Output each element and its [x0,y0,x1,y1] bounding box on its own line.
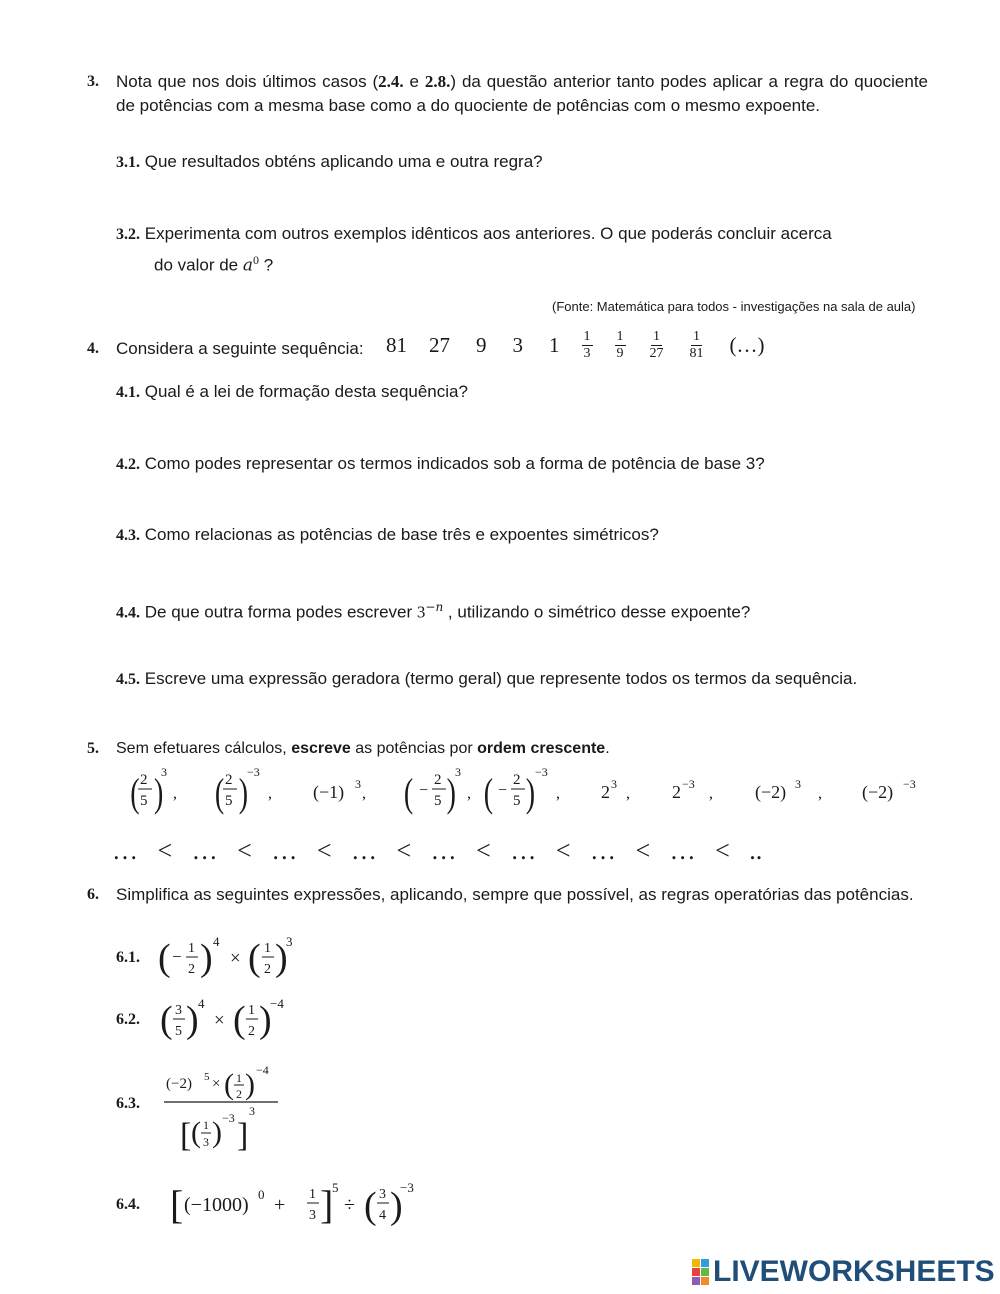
q6-number: 6. [87,886,99,903]
svg-text:,: , [268,785,272,802]
q6-2-number: 6.2. [116,1011,140,1028]
svg-text:]: ] [237,1117,249,1154]
svg-text:2: 2 [513,772,521,788]
seq-term-2: 27 [429,333,450,357]
svg-text:2: 2 [264,962,271,977]
q4-1-text: Qual é a lei de formação desta sequência? [144,382,468,401]
q4-intro: Considera a seguinte sequência: [116,339,364,358]
q3-2 [116,222,832,247]
power-3 [313,777,366,803]
svg-text:): ) [238,771,249,816]
svg-text:[: [ [170,1182,184,1227]
source-note: (Fonte: Matemática para todos - investigações na sala de aula) [552,299,916,314]
svg-text:): ) [275,937,288,979]
svg-text:(−2): (−2) [166,1076,192,1092]
q6-text: Simplifica as seguintes expressões, aplicando, sempre que possível, as regras operatórias das potências. [116,885,914,904]
svg-text:5: 5 [332,1180,339,1195]
svg-text:1: 1 [188,941,195,956]
svg-text:(: ( [483,771,494,816]
svg-text:(: ( [403,771,414,816]
svg-text:3: 3 [455,765,461,779]
svg-text:2: 2 [225,772,233,788]
svg-text:): ) [154,771,164,816]
svg-text:3: 3 [611,777,617,791]
svg-text:4: 4 [198,996,205,1011]
svg-text:(: ( [233,999,246,1041]
power-9 [862,777,916,803]
q5-number: 5. [87,740,99,757]
svg-text:÷: ÷ [344,1194,355,1216]
svg-text:): ) [245,1068,255,1101]
svg-text:(: ( [191,1116,201,1149]
svg-text:5: 5 [204,1071,210,1083]
q4-1: 4.1. Qual é a lei de formação desta sequência? [116,382,468,401]
svg-text:5: 5 [175,1024,182,1039]
svg-text:−: − [172,947,182,966]
q3-ref-1: 2.4. [378,72,404,91]
svg-text:): ) [186,999,199,1041]
q6-4-expression [170,1172,430,1232]
svg-text:(−2): (−2) [755,782,787,802]
svg-text:2: 2 [236,1087,242,1101]
q3-2-math-a: a [242,255,253,276]
q5-text: Sem efetuares cálculos, escreve as potências por ordem crescente. [116,740,610,757]
svg-text:1: 1 [248,1003,255,1018]
svg-text:×: × [212,1076,221,1092]
seq-term-3: 9 [476,333,487,357]
q4-sequence [386,329,765,362]
q3-1 [116,150,543,175]
q4-4: 4.4. De que outra forma podes escrever $3^{-n}$ , utilizando o simétrico desse expoente? [116,600,751,622]
svg-text:×: × [230,948,241,969]
svg-text:−: − [419,782,429,799]
q4-3-text: Como relacionas as potências de base três e expoentes simétricos? [144,525,659,544]
svg-text:3: 3 [161,765,167,779]
svg-text:0: 0 [258,1187,265,1202]
svg-text:(: ( [130,771,140,816]
svg-text:): ) [525,771,536,816]
power-5 [484,765,560,815]
svg-text:2: 2 [434,772,442,788]
svg-text:(−1): (−1) [313,782,345,802]
svg-text:,: , [818,785,822,802]
svg-text:5: 5 [513,793,521,809]
q3-1-text: Que resultados obténs aplicando uma e outra regra? [144,152,543,171]
q5-powers [0,760,1000,820]
svg-text:+: + [274,1194,286,1216]
q6-1-expression [158,928,318,984]
seq-frac-4: $\frac{1}{81}$ [689,329,704,361]
svg-text:(: ( [214,771,225,816]
svg-text:(: ( [158,937,171,979]
q3-1-number: 3.1. [116,154,140,171]
svg-text:5: 5 [140,793,148,809]
svg-text:(: ( [364,1185,377,1227]
svg-text:−4: −4 [270,996,284,1011]
svg-text:1: 1 [309,1187,316,1202]
svg-text:3: 3 [175,1003,182,1018]
q4-4-text: De que outra forma podes escrever [144,602,413,622]
svg-text:): ) [259,999,272,1041]
svg-text:): ) [200,937,213,979]
svg-text:×: × [214,1010,225,1031]
seq-ellipsis: (…) [729,333,765,357]
svg-text:1: 1 [203,1118,209,1132]
power-2 [215,765,272,815]
svg-text:): ) [390,1185,403,1227]
svg-text:−3: −3 [222,1111,235,1125]
svg-text:5: 5 [434,793,442,809]
liveworksheets-logo[interactable] [692,1255,995,1289]
q4-2-text: Como podes representar os termos indicados sob a forma de potência de base 3? [144,454,765,473]
svg-text:−3: −3 [247,765,260,779]
svg-text:,: , [709,785,713,802]
power-1 [130,765,177,815]
power-7 [672,777,713,802]
svg-text:1: 1 [236,1071,242,1085]
q3-2-number: 3.2. [116,226,140,243]
q6-4-number: 6.4. [116,1196,140,1213]
svg-text:,: , [173,785,177,802]
svg-text:3: 3 [203,1135,209,1149]
seq-term-5: 1 [549,333,560,357]
svg-text:): ) [446,771,456,816]
svg-text:3: 3 [249,1104,255,1118]
svg-text:]: ] [320,1182,334,1227]
svg-text:−3: −3 [903,777,916,791]
seq-term-1: 81 [386,333,407,357]
svg-text:−3: −3 [400,1180,414,1195]
q3-2-text: Experimenta com outros exemplos idênticos aos anteriores. O que poderás concluir acerca [144,224,832,243]
svg-text:(−1000): (−1000) [184,1194,249,1216]
q6-3-expression [160,1058,300,1158]
svg-text:(: ( [160,999,173,1041]
q4-number: 4. [87,340,99,357]
svg-text:,: , [556,785,560,802]
q6-2-expression [158,990,318,1046]
svg-text:,: , [626,785,630,802]
svg-text:3: 3 [355,777,361,791]
seq-frac-3: $\frac{1}{27}$ [649,329,664,361]
svg-text:3: 3 [795,777,801,791]
svg-text:(: ( [248,937,261,979]
svg-text:(: ( [224,1068,234,1101]
logo-blocks-icon [692,1259,709,1285]
seq-frac-1: $\frac{1}{3}$ [583,329,591,361]
svg-text:(−2): (−2) [862,782,894,802]
seq-term-4: 3 [512,333,523,357]
svg-text:−3: −3 [535,765,548,779]
svg-text:5: 5 [225,793,233,809]
svg-text:−4: −4 [256,1063,269,1077]
seq-frac-2: $\frac{1}{9}$ [616,329,624,361]
svg-text:2: 2 [248,1024,255,1039]
svg-text:4: 4 [379,1208,386,1223]
svg-text:): ) [212,1116,222,1149]
q6-1-number: 6.1. [116,949,140,966]
power-6 [601,777,630,802]
svg-text:2: 2 [140,772,148,788]
q6-3-number: 6.3. [116,1095,140,1112]
svg-text:,: , [467,785,471,802]
power-8 [755,777,822,803]
q5-order-line: … < … < … < … < … < … < … < … < .. [112,836,763,865]
svg-text:2: 2 [188,962,195,977]
q3-2-line2: do valor de $a^0$ ? [154,253,274,276]
svg-text:3: 3 [309,1208,316,1223]
svg-text:3: 3 [286,934,293,949]
svg-text:2: 2 [601,782,610,802]
svg-text:1: 1 [264,941,271,956]
power-4 [404,765,471,815]
svg-text:[: [ [180,1117,192,1154]
svg-text:3: 3 [379,1187,386,1202]
logo-text: LIVEWORKSHEETS [713,1255,995,1288]
svg-text:4: 4 [213,934,220,949]
q3-text: Nota que nos dois últimos casos (2.4. e 2.8.) da questão anterior tanto podes aplicar a regra do quociente de potências com a mesma base como a do quociente de potências com o mesmo expoente. [116,72,928,115]
svg-text:−: − [498,782,508,799]
svg-text:,: , [362,785,366,802]
q4-3: 4.3. Como relacionas as potências de base três e expoentes simétricos? [116,525,659,544]
svg-text:2: 2 [672,782,681,802]
q4-2: 4.2. Como podes representar os termos indicados sob a forma de potência de base 3? [116,454,765,473]
q3-ref-2: 2.8. [424,72,451,91]
q4-5: 4.5. Escreve uma expressão geradora (termo geral) que represente todos os termos da sequência. [116,669,858,688]
q4-5-text: Escreve uma expressão geradora (termo geral) que represente todos os termos da sequência. [144,669,858,688]
svg-text:−3: −3 [682,777,695,791]
q3-number: 3. [87,73,99,90]
